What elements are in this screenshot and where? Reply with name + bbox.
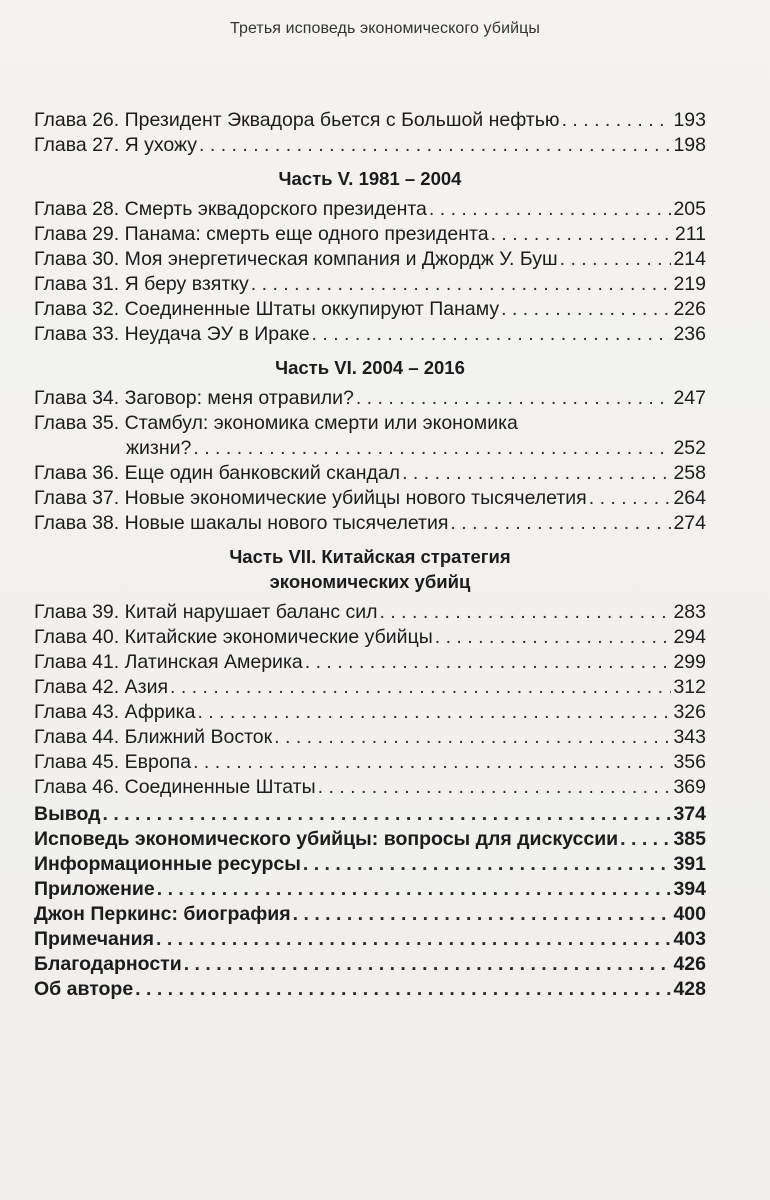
part-heading: Часть VII. Китайская стратегия [229,546,511,567]
toc-entry-title: Глава 44. Ближний Восток [34,726,273,748]
toc-entry[interactable] [34,297,706,322]
toc-entry-title: Глава 40. Китайские экономические убийцы [34,626,433,648]
toc-entry[interactable] [34,272,706,297]
toc-page-number: 356 [673,751,706,773]
toc-page-number: 428 [673,978,706,1000]
toc-entry[interactable] [34,977,706,1002]
toc-page-number: 214 [673,248,706,270]
toc-entry-title: Глава 35. Стамбул: экономика смерти или экономика [34,412,518,434]
toc-entry[interactable] [34,197,706,222]
dot-leader [380,600,672,625]
toc-entry-title: Глава 42. Азия [34,676,169,698]
dot-leader [562,108,672,133]
dot-leader [560,247,672,272]
toc-entry[interactable] [34,650,706,675]
toc-entry-title: Глава 31. Я беру взятку [34,273,249,295]
dot-leader [312,322,672,347]
toc-page-number: 258 [673,462,706,484]
toc-page-number: 247 [673,387,706,409]
toc-entry-title: Глава 32. Соединенные Штаты оккупируют Панаму [34,298,500,320]
toc-entry[interactable] [34,877,706,902]
toc-entry[interactable] [34,247,706,272]
toc-entry-title: Глава 43. Африка [34,701,196,723]
table-of-contents [34,108,706,1002]
toc-page-number: 385 [673,828,706,850]
toc-entry-title: Информационные ресурсы [34,853,301,875]
toc-entry[interactable] [34,700,706,725]
toc-entry-title: Глава 37. Новые экономические убийцы нового тысячелетия [34,487,587,509]
dot-leader [193,436,671,461]
toc-entry-title: Глава 26. Президент Эквадора бьется с Большой нефтью [34,109,560,131]
dot-leader [251,272,672,297]
toc-entry[interactable] [34,133,706,158]
toc-entry[interactable] [34,802,706,827]
toc-page-number: 391 [673,853,706,875]
toc-page-number: 369 [673,776,706,798]
toc-entry-title: Глава 46. Соединенные Штаты [34,776,316,798]
toc-entry-title: Глава 30. Моя энергетическая компания и Джордж У. Буш [34,248,558,270]
dot-leader [274,725,671,750]
toc-page-number: 394 [673,878,706,900]
toc-entry[interactable] [34,511,706,536]
toc-entry[interactable] [34,852,706,877]
dot-leader [501,297,671,322]
toc-entry-title: Глава 28. Смерть эквадорского президента [34,198,427,220]
dot-leader [402,461,671,486]
dot-leader [157,877,672,902]
toc-page-number: 294 [673,626,706,648]
toc-entry[interactable] [34,952,706,977]
dot-leader [491,222,673,247]
toc-entry[interactable] [34,461,706,486]
dot-leader [303,852,672,877]
toc-entry-title: Приложение [34,878,155,900]
toc-page-number: 252 [673,437,706,459]
part-heading-line2: экономических убийц [269,571,471,592]
toc-page-number: 283 [673,601,706,623]
toc-entry-title: Джон Перкинс: биография [34,903,291,925]
toc-entry[interactable] [34,386,706,411]
toc-entry-title: Глава 36. Еще один банковский скандал [34,462,401,484]
toc-page-number: 400 [673,903,706,925]
toc-entry[interactable] [34,600,706,625]
toc-page-number: 299 [673,651,706,673]
dot-leader [170,675,671,700]
toc-entry-title: Глава 38. Новые шакалы нового тысячелетия [34,512,449,534]
toc-page-number: 236 [673,323,706,345]
dot-leader [135,977,671,1002]
toc-page-number: 426 [673,953,706,975]
toc-entry[interactable] [34,625,706,650]
toc-entry[interactable] [34,411,706,436]
toc-entry-title: Благодарности [34,953,182,975]
toc-entry[interactable] [34,750,706,775]
toc-page-number: 219 [673,273,706,295]
toc-entry[interactable] [34,486,706,511]
toc-entry-title: Глава 29. Панама: смерть еще одного президента [34,223,489,245]
toc-entry[interactable] [34,675,706,700]
toc-entry[interactable] [34,222,706,247]
toc-entry-continuation[interactable] [34,436,706,461]
toc-page-number: 403 [673,928,706,950]
toc-page-number: 343 [673,726,706,748]
toc-page-number: 312 [673,676,706,698]
toc-entry-title: Об авторе [34,978,134,1000]
toc-page-number: 205 [673,198,706,220]
toc-page-number: 193 [673,109,706,131]
dot-leader [156,927,671,952]
toc-entry-title: Глава 33. Неудача ЭУ в Ираке [34,323,310,345]
toc-entry[interactable] [34,108,706,133]
dot-leader [318,775,672,800]
dot-leader [620,827,671,852]
toc-entry[interactable] [34,902,706,927]
dot-leader [589,486,672,511]
toc-entry-title: Глава 45. Европа [34,751,192,773]
toc-page-number: 198 [673,134,706,156]
toc-entry-title-continuation: жизни? [126,437,192,459]
toc-page-number: 374 [673,803,706,825]
toc-entry-title: Глава 41. Латинская Америка [34,651,303,673]
dot-leader [450,511,671,536]
dot-leader [197,700,671,725]
toc-entry[interactable] [34,725,706,750]
toc-page-number: 226 [673,298,706,320]
dot-leader [193,750,671,775]
toc-entry-title: Глава 34. Заговор: меня отравили? [34,387,354,409]
toc-page-number: 274 [673,512,706,534]
dot-leader [184,952,672,977]
part-heading: Часть V. 1981 – 2004 [278,168,462,189]
toc-entry[interactable] [34,775,706,800]
dot-leader [356,386,672,411]
toc-page-number: 264 [673,487,706,509]
part-heading: Часть VI. 2004 – 2016 [275,357,465,378]
toc-entry-title: Глава 27. Я ухожу [34,134,198,156]
toc-entry-title: Примечания [34,928,155,950]
dot-leader [435,625,672,650]
toc-page-number: 211 [674,223,706,245]
running-head: Третья исповедь экономического убийцы [229,20,541,37]
dot-leader [293,902,672,927]
toc-page-number: 326 [673,701,706,723]
toc-entry-title: Вывод [34,803,101,825]
toc-entry[interactable] [34,322,706,347]
toc-entry[interactable] [34,927,706,952]
toc-entry[interactable] [34,827,706,852]
dot-leader [199,133,671,158]
toc-entry-title: Исповедь экономического убийцы: вопросы для дискуссии [34,828,619,850]
toc-entry-title: Глава 39. Китай нарушает баланс сил [34,601,378,623]
dot-leader [429,197,672,222]
dot-leader [103,802,672,827]
dot-leader [305,650,672,675]
